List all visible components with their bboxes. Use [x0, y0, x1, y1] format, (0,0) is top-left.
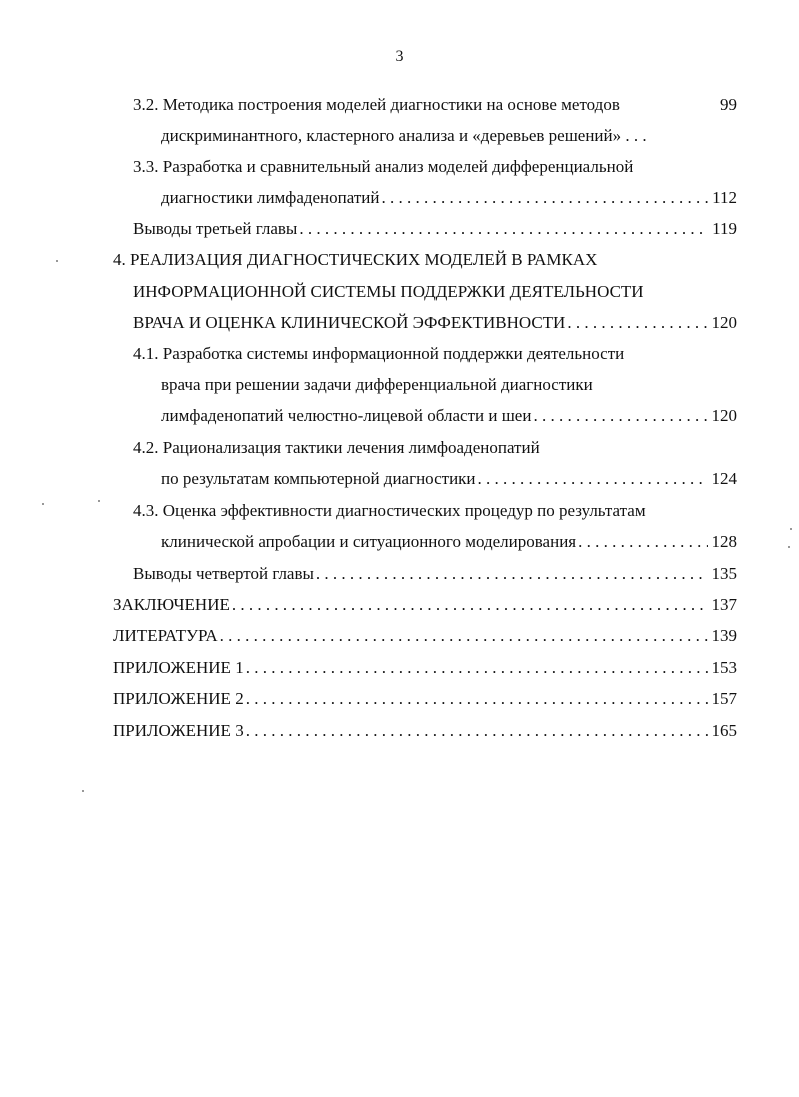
dot-leader [246, 655, 708, 681]
toc-page-number: 99 [720, 95, 737, 114]
toc-entry-text: диагностики лимфаденопатий [161, 188, 380, 207]
toc-entry-3-2[interactable] [133, 92, 737, 118]
toc-entry-4-1[interactable]: 4.1. Разработка системы информационной поддержки деятельности [133, 344, 625, 363]
scan-speck [790, 528, 792, 530]
toc-page-number: 137 [711, 595, 737, 614]
toc-entry-4-3-cont [161, 529, 737, 555]
toc-entry-text: 3.2. Методика построения моделей диагностики на основе методов [133, 95, 620, 114]
toc-page-number: 112 [712, 188, 737, 207]
toc-page-number: 128 [711, 532, 737, 551]
dot-leader [578, 529, 707, 555]
toc-entry-text: ВРАЧА И ОЦЕНКА КЛИНИЧЕСКОЙ ЭФФЕКТИВНОСТИ [133, 313, 566, 332]
toc-entry-text: по результатам компьютерной диагностики [161, 469, 476, 488]
toc-page-number: 139 [711, 626, 737, 645]
toc-chapter-4-cont-last [133, 310, 737, 336]
toc-entry-text: лимфаденопатий челюстно-лицевой области и шеи [161, 406, 532, 425]
toc-page-number: 153 [711, 658, 737, 677]
toc-entry-text: ЛИТЕРАТУРА [113, 626, 218, 645]
scan-speck [56, 260, 58, 262]
dot-leader [316, 561, 708, 587]
toc-entry-text: ПРИЛОЖЕНИЕ 2 [113, 689, 244, 708]
toc-entry-appendix-2[interactable] [113, 686, 737, 712]
toc-chapter-4-cont: ИНФОРМАЦИОННОЙ СИСТЕМЫ ПОДДЕРЖКИ ДЕЯТЕЛЬНОСТИ [133, 282, 644, 301]
dot-leader [478, 466, 708, 492]
toc-entry-conclusion[interactable] [113, 592, 737, 618]
toc-entry-conclusions-4[interactable] [133, 561, 737, 587]
scan-speck [98, 500, 100, 502]
toc-entry-conclusions-3[interactable] [133, 216, 737, 242]
dot-leader [533, 403, 707, 429]
dot-leader [246, 686, 708, 712]
scan-speck [82, 790, 84, 792]
toc-entry-literature[interactable] [113, 623, 737, 649]
toc-page-number: 124 [711, 469, 737, 488]
toc-entry-3-3-cont [161, 185, 737, 211]
toc-entry-4-2-cont [161, 466, 737, 492]
dot-leader [567, 310, 707, 336]
dot-leader [246, 718, 708, 744]
scan-speck [788, 546, 790, 548]
toc-entry-3-2-cont: дискриминантного, кластерного анализа и «деревьев решений» . . . [161, 126, 647, 145]
toc-entry-4-1-cont: врача при решении задачи дифференциальной диагностики [161, 375, 593, 394]
toc-entry-text: Выводы третьей главы [133, 219, 298, 238]
toc-page-number: 120 [711, 406, 737, 425]
toc-page-number: 165 [711, 721, 737, 740]
scan-speck [42, 503, 44, 505]
toc-entry-text: ПРИЛОЖЕНИЕ 3 [113, 721, 244, 740]
toc-entry-text: ПРИЛОЖЕНИЕ 1 [113, 658, 244, 677]
toc-entry-4-1-cont-last [161, 403, 737, 429]
toc-page-number: 119 [712, 219, 737, 238]
toc-chapter-4[interactable]: 4. РЕАЛИЗАЦИЯ ДИАГНОСТИЧЕСКИХ МОДЕЛЕЙ В РАМКАХ [113, 250, 598, 269]
toc-entry-4-3[interactable]: 4.3. Оценка эффективности диагностических процедур по результатам [133, 501, 646, 520]
dot-leader [299, 216, 708, 242]
toc-page-number: 157 [711, 689, 737, 708]
toc-entry-text: клинической апробации и ситуационного моделирования [161, 532, 577, 551]
toc-page-number: 120 [711, 313, 737, 332]
dot-leader [232, 592, 708, 618]
toc-entry-text: ЗАКЛЮЧЕНИЕ [113, 595, 230, 614]
toc-entry-appendix-3[interactable] [113, 718, 737, 744]
toc-entry-3-3[interactable]: 3.3. Разработка и сравнительный анализ моделей дифференциальной [133, 157, 634, 176]
page-number: 3 [395, 48, 404, 65]
dot-leader [382, 185, 709, 211]
dot-leader [220, 623, 708, 649]
toc-entry-4-2[interactable]: 4.2. Рационализация тактики лечения лимфоаденопатий [133, 438, 540, 457]
toc-entry-text: Выводы четвертой главы [133, 564, 314, 583]
toc-entry-appendix-1[interactable] [113, 655, 737, 681]
toc-page-number: 135 [711, 564, 737, 583]
